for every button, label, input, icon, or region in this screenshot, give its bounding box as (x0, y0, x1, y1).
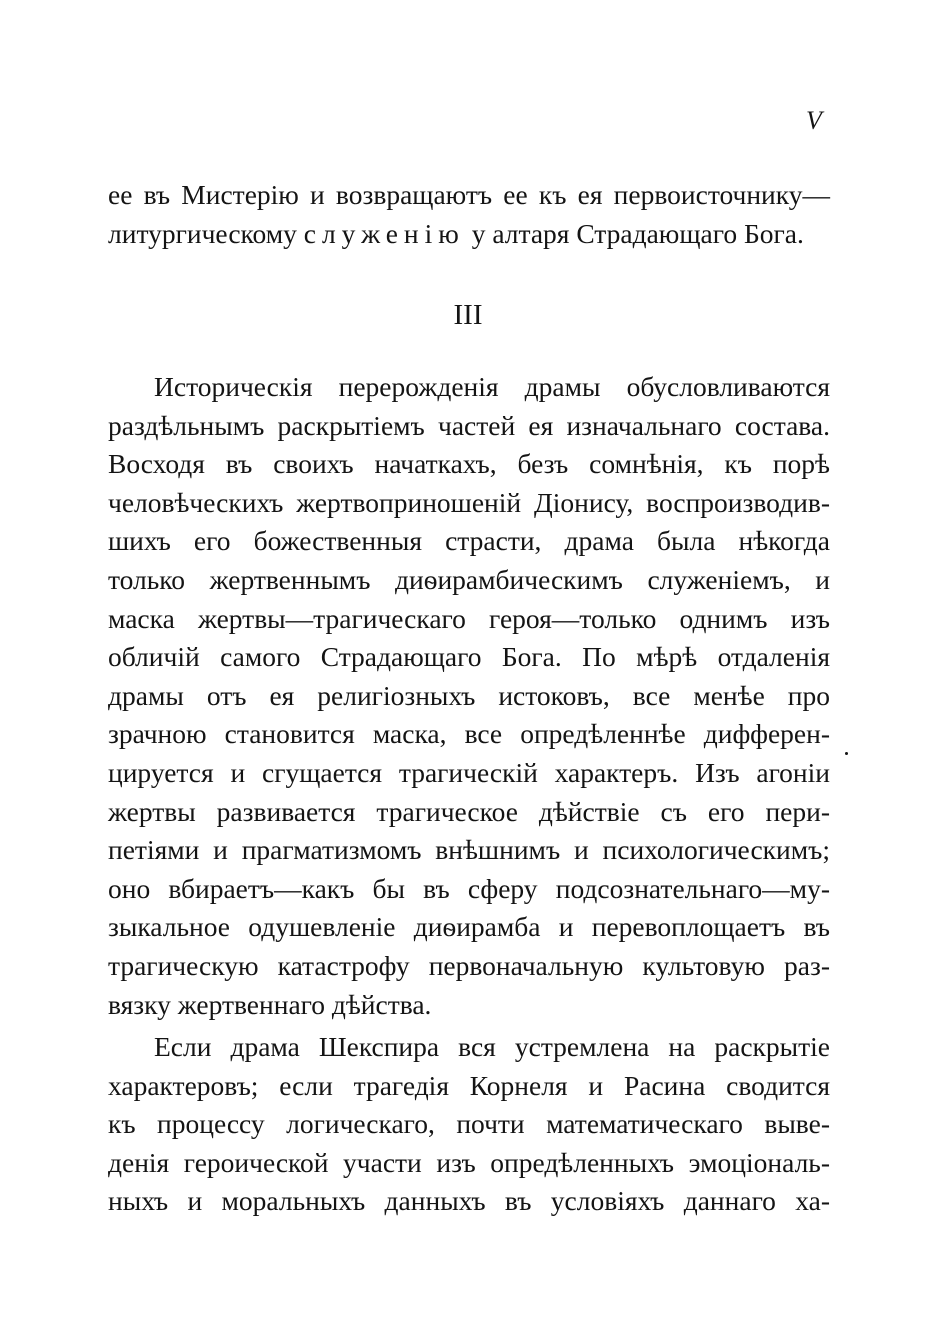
text-line: раздѣльнымъ раскрытіемъ частей ея изначальнаго состава. (108, 409, 830, 441)
text-line: вязку жертвеннаго дѣйства. (108, 988, 432, 1020)
text-fragment: у алтаря Страдающаго Бога. (464, 217, 804, 249)
text-line: ее въ Мистерію и возвращаютъ ее къ ея первоисточнику— (108, 179, 830, 210)
text-line: характеровъ; если трагедія Корнеля и Расина сводится (108, 1069, 830, 1101)
text-line: оно вбираетъ—какъ бы въ сферу подсознательнаго—му- (108, 872, 830, 904)
text-line: зыкальное одушевленіе диѳирамба и перевоплощаетъ въ (108, 911, 830, 943)
text-line: драмы отъ ея религіозныхъ истоковъ, все менѣе про (108, 679, 830, 711)
text-line: только жертвеннымъ диѳирамбическимъ служеніемъ, и (108, 563, 830, 595)
text-line: денія героической участи изъ опредѣленныхъ эмоціональ- (108, 1146, 830, 1178)
text-line: ныхъ и моральныхъ данныхъ въ условіяхъ даннаго ха- (108, 1185, 830, 1217)
emphasized-word: служенію (303, 217, 465, 249)
text-line: цируется и сгущается трагическій характеръ. Изъ агоніи (108, 756, 830, 788)
text-fragment: литургическому (108, 217, 304, 249)
section-heading: III (453, 299, 483, 331)
text-line: трагическую катастрофу первоначальную культовую раз- (108, 949, 830, 981)
paragraph-1 (108, 368, 830, 1024)
text-line: къ процессу логическаго, почти математическаго выве- (108, 1108, 830, 1140)
text-line (108, 215, 830, 254)
text-line: зрачною становится маска, все опредѣленнѣе дифферен- (108, 718, 830, 750)
page-number: V (806, 106, 822, 135)
text-line: шихъ его божественныя страсти, драма была нѣкогда (108, 525, 830, 557)
text-line: жертвы развивается трагическое дѣйствіе съ его пери- (108, 795, 830, 827)
text-line: человѣческихъ жертвоприношеній Діонису, воспроизводив- (108, 486, 830, 518)
ink-speck (845, 752, 848, 755)
text-line: обличій самого Страдающаго Бога. По мѣрѣ отдаленія (108, 641, 830, 673)
paragraph-2 (108, 1028, 830, 1221)
text-line: маска жертвы—трагическаго героя—только однимъ изъ (108, 602, 830, 634)
text-line: Если драма Шекспира вся устремлена на раскрытіе (154, 1031, 830, 1062)
text-line: Восходя въ своихъ начаткахъ, безъ сомнѣнія, къ порѣ (108, 448, 830, 480)
intro-paragraph (108, 176, 830, 253)
text-line: Историческія перерожденія драмы обусловливаются (154, 371, 830, 402)
text-line: петіями и прагматизмомъ внѣшнимъ и психологическимъ; (108, 834, 830, 866)
